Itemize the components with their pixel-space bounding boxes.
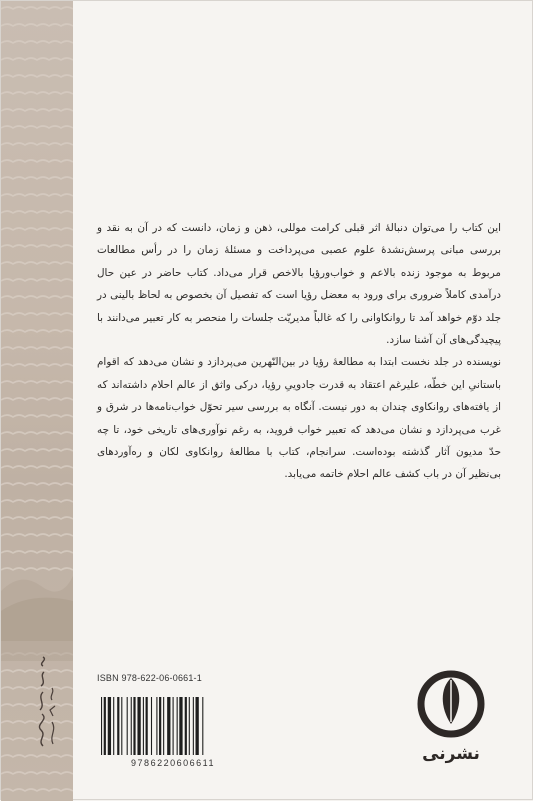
wave-line [1,466,73,468]
wave-line [1,126,73,128]
barcode-bar [193,697,194,755]
wave-line [1,24,73,26]
barcode-number: 9786220606611 [131,758,215,768]
wave-line [1,109,73,111]
barcode-bar [113,697,114,755]
barcode-bar [133,697,135,755]
wave-line [1,551,73,553]
wave-line [1,58,73,60]
wave-line [1,568,73,570]
barcode-bar [163,697,164,755]
publisher-name: نشرنی [422,744,480,764]
wave-line [1,398,73,400]
barcode [97,697,249,759]
barcode-bar [167,697,170,755]
barcode-bar [104,697,106,755]
wave-line [1,279,73,281]
wave-line [1,262,73,264]
barcode-bar [189,697,190,755]
blurb-paragraph-2: نویسنده در جلد نخست ابتدا به مطالعهٔ رؤیا در بین‌النّهرین می‌پردازد و نشان می‌دهد که اقوام باستانیِ این خطّه، علیرغم اعتقاد به قدرت جادوییِ رؤیا، درکی واثق از عالم احلام داشته‌اند که از یافته‌های روانکاوی چندان به دور نیست. آنگاه به بررسی سیر تحوّل خواب‌نامه‌ها در شرق و غرب می‌پردازد و نشان می‌دهد که تعبیر خواب فروید، به رغم نوآوری‌های تاریخی خود، تا چه حدّ مدیون آثار گذشته بوده‌است. سرانجام، کتاب با مطالعهٔ روانکاوی لکان و ره‌آوردهای بی‌نظیر آن در باب کشف عالم احلام خاتمه می‌یابد. [97,356,501,481]
wave-line [1,415,73,417]
barcode-bar [143,697,144,755]
isbn-label: ISBN 978-622-06-0661-1 [97,673,202,683]
barcode-bar [151,697,152,755]
barcode-bar [179,697,182,755]
barcode-bar [159,697,161,755]
back-cover-blurb [97,217,501,486]
wave-line [1,381,73,383]
wave-line [1,194,73,196]
wave-line [1,160,73,162]
wave-line [1,432,73,434]
wave-line [1,75,73,77]
barcode-bar [101,697,102,755]
wave-line [1,364,73,366]
wave-line [1,92,73,94]
wave-line [1,483,73,485]
barcode-bar [156,697,157,755]
wave-line [1,313,73,315]
barcode-bar [117,697,119,755]
wave-line [1,330,73,332]
barcode-bar [146,697,148,755]
wave-line [1,772,73,774]
wave-line [1,211,73,213]
barcode-bar [196,697,199,755]
wave-line [1,755,73,757]
wave-line [1,347,73,349]
barcode-bar [185,697,187,755]
blurb-paragraph-1: این کتاب را می‌توان دنبالهٔ اثر قبلی کرامت موللی، ذهن و زمان، دانست که در آن به نقد و بررسی مبانی پرسش‌نشدهٔ علوم عصبی می‌پرداخت و مسئلهٔ زمان را در رأس مطالعات مربوط به موجود زنده بالاعم و خواب‌ورؤیا بالاخص قرار می‌داد. کتاب حاضر در عین حال درآمدی کاملاً ضروری برای ورود به معضل رؤیا است که تفصیل آن بخصوص به لحاظ بالینی در جلد دوّم خواهد آمد تا روانکاوانی را که غالباً مدیریّت جلسات را منحصر به کار تعبیر می‌دانند با پیچیدگی‌های آن آشنا سازد. [97,222,501,347]
wave-line [1,245,73,247]
wave-line [1,534,73,536]
barcode-bar [173,697,174,755]
artist-signature [13,641,63,751]
barcode-bar [137,697,140,755]
barcode-bar [121,697,122,755]
barcode-bar [131,697,132,755]
wave-line [1,228,73,230]
wave-line [1,517,73,519]
wave-line [1,449,73,451]
wave-line [1,143,73,145]
wave-line [1,177,73,179]
barcode-bar [177,697,178,755]
wave-line [1,789,73,791]
barcode-bar [127,697,128,755]
barcode-bar [108,697,111,755]
wave-line [1,296,73,298]
wave-line [1,7,73,9]
barcode-bar [202,697,203,755]
wave-line [1,41,73,43]
wave-line [1,500,73,502]
